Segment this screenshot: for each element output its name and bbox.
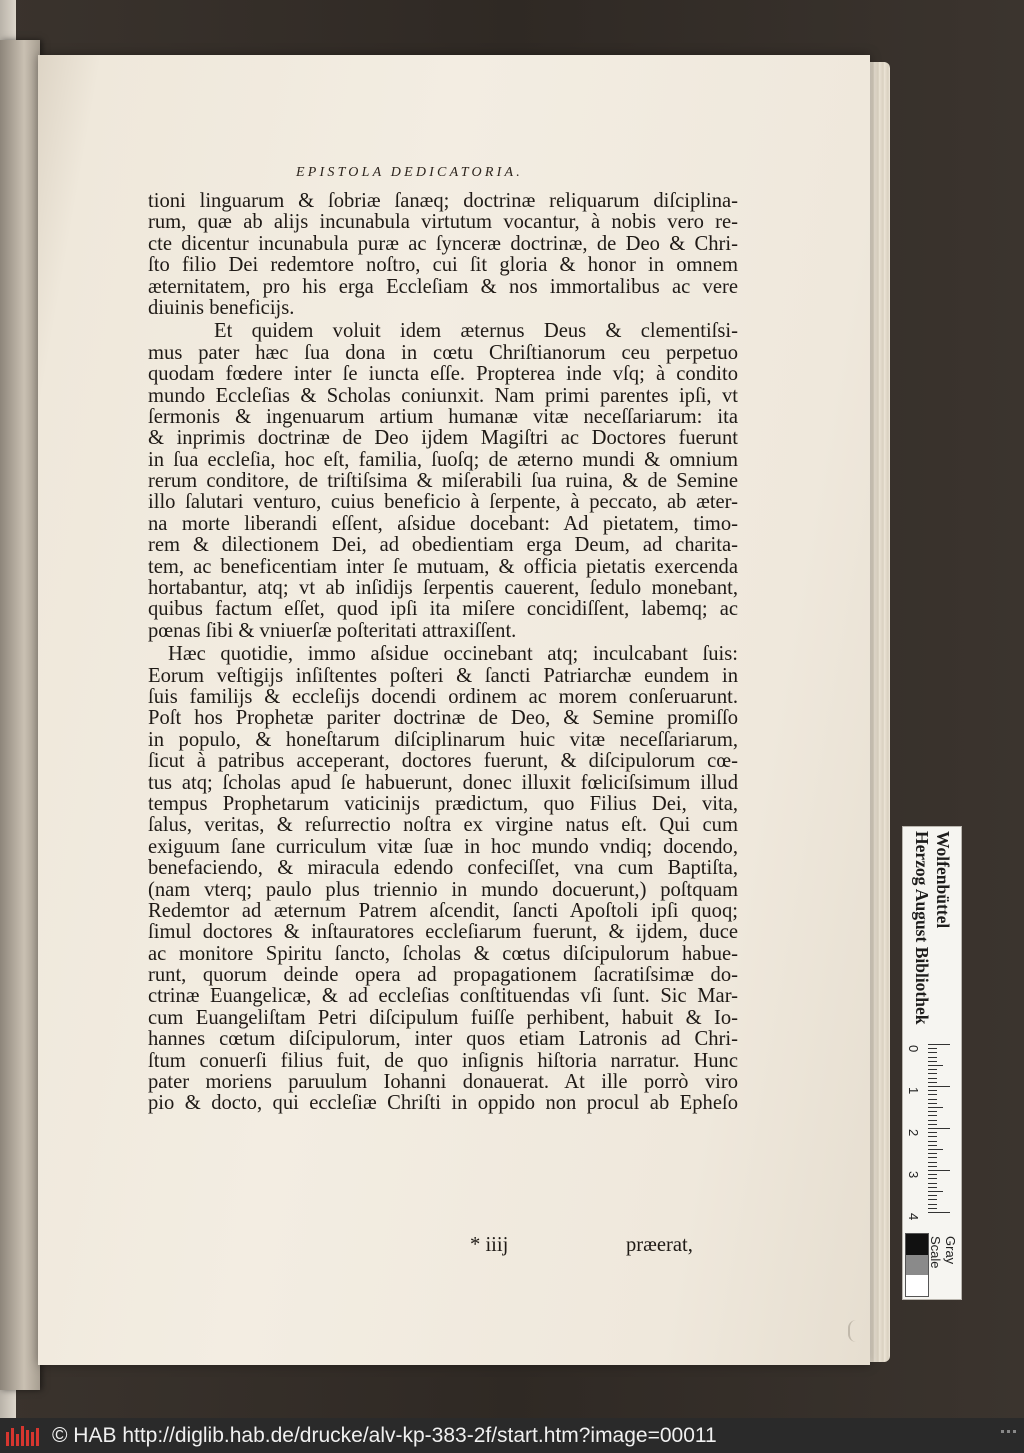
- text-line: cum Euangeliſtam Petri diſcipulum fuiſſe perhibent, habuit & Io-: [148, 1007, 738, 1029]
- ruler-tick: [928, 1115, 937, 1116]
- footer-bar: [0, 1418, 1024, 1453]
- ruler-tick: [928, 1141, 937, 1142]
- ruler-tick: [928, 1111, 937, 1112]
- ruler-tick: [928, 1212, 950, 1213]
- text-line: pater moriens paruulum Iohanni donauerat. At ille porrò viro: [148, 1072, 738, 1094]
- ruler-tick: [928, 1103, 937, 1104]
- logo-bar: [36, 1428, 39, 1446]
- text-line: ſtum conuerſi filius fuit, de quo inſignis hiſtoria narratur. Hunc: [148, 1050, 738, 1072]
- ruler-numbers: [902, 1045, 926, 1235]
- logo-bar: [31, 1432, 34, 1446]
- text-line: Poſt hos Prophetæ pariter doctrinæ de Deo, & Semine promiſſo: [148, 708, 738, 730]
- text-line: quibus factum eſſet, quod ipſi ita miſere concidiſſent, labemq; ac: [148, 599, 738, 621]
- text-line: hortabantur, atq; vt ab inſidijs ſerpentis cauerent, ſedulo monebant,: [148, 578, 738, 600]
- logo-bar: [6, 1432, 9, 1446]
- copyright-url[interactable]: © HAB http://diglib.hab.de/drucke/alv-kp-383-2f/start.htm?image=00011: [52, 1423, 717, 1447]
- text-line: cte dicentur incunabula puræ ac ſynceræ doctrinæ, de Deo & Chri-: [148, 233, 738, 255]
- gray-swatch: [906, 1255, 928, 1276]
- text-line: ſto filio Dei redemtore noſtro, cui ſit gloria & honor in omnem: [148, 255, 738, 277]
- ruler-tick: [928, 1086, 950, 1087]
- text-line: Et quidem voluit idem æternus Deus & clementiſsi-: [214, 321, 738, 343]
- text-line: quodam fœdere inter ſe iuncta eſſe. Propterea inde vſq; à condito: [148, 364, 738, 386]
- ruler-tick: [928, 1052, 937, 1053]
- text-line: in ſua eccleſia, hoc eſt, familia, ſuoſq; de æterno mundi & omnium: [148, 449, 738, 471]
- running-head: EPISTOLA DEDICATORIA.: [296, 165, 523, 180]
- text-line: mundo Eccleſias & Scholas coniunxit. Nam primi parentes ipſi, vt: [148, 385, 738, 407]
- text-line: (nam vterq; paulo plus triennio in mundo docuerunt,) poſtquam: [148, 879, 738, 901]
- gray-swatch: [906, 1275, 928, 1296]
- text-line: ſermonis & ingenuarum artium humanæ vitæ neceſſariarum: ita: [148, 406, 738, 428]
- text-line: Redemtor ad æternum Patrem aſcendit, ſancti Apoſtoli ipſi quoq;: [148, 900, 738, 922]
- ruler-tick: [928, 1166, 937, 1167]
- text-line: ctrinæ Euangelicæ, & ad eccleſias conſtituendas vſi ſunt. Sic Mar-: [148, 986, 738, 1008]
- ruler-tick: [928, 1178, 937, 1179]
- ruler-tick: [928, 1065, 943, 1066]
- ruler-tick: [928, 1149, 943, 1150]
- ruler-tick: [928, 1120, 937, 1121]
- text-line: Hæc quotidie, immo aſsidue occinebant atq; inculcabant ſuis:: [168, 644, 738, 666]
- previous-page-edge: [0, 40, 40, 1390]
- text-line: ſicut à patribus acceperant, doctores fuerunt, & diſcipulorum cœ-: [148, 751, 738, 773]
- ruler-ticks: [928, 1044, 954, 1216]
- ruler-tick: [928, 1099, 937, 1100]
- text-line: illo ſalutari venturo, cuius beneficio à ſerpente, à peccato, ab æter-: [148, 492, 738, 514]
- library-name: [911, 831, 953, 1071]
- ruler-tick: [928, 1174, 937, 1175]
- text-line: ac monitore Spiritu ſancto, ſcholas & cœtus diſcipulorum habue-: [148, 943, 738, 965]
- gray-scale-swatches: [905, 1233, 929, 1297]
- text-line: ſimul doctores & inſtauratores eccleſiarum fuerunt, & ijdem, duce: [148, 922, 738, 944]
- ruler-tick: [928, 1157, 937, 1158]
- catchword: præerat,: [626, 1234, 693, 1256]
- ruler-tick: [928, 1183, 937, 1184]
- text-line: diuinis beneficijs.: [148, 297, 295, 319]
- ruler-tick: [928, 1048, 937, 1049]
- ruler-tick: [928, 1191, 943, 1192]
- text-line: & inprimis doctrinæ de Deo ijdem Magiſtri ac Doctores fuerunt: [148, 428, 738, 450]
- ruler-tick: [928, 1162, 937, 1163]
- text-line: rem & dilectionem Dei, ad obedientiam erga Deum, ad charita-: [148, 535, 738, 557]
- ruler-tick: [928, 1145, 937, 1146]
- gray-scale-label: Gray Scale: [928, 1236, 958, 1269]
- ruler-tick: [928, 1107, 943, 1108]
- text-line: pio & docto, qui eccleſiæ Chriſti in oppido non procul ab Epheſo: [148, 1093, 738, 1115]
- text-line: tem, ac beneficentiam inter ſe mutuam, & officia pietatis exercenda: [148, 556, 738, 578]
- ruler-tick: [928, 1128, 950, 1129]
- text-line: tempus Prophetarum vaticinijs prædictum, quo Filius Dei, vita,: [148, 793, 738, 815]
- ruler-number: 1: [906, 1087, 921, 1095]
- ruler-tick: [928, 1199, 937, 1200]
- text-line: mus pater hæc ſua dona in cœtu Chriſtianorum ceu perpetuo: [148, 342, 738, 364]
- page-footer-marks: [148, 1234, 738, 1260]
- ruler-tick: [928, 1090, 937, 1091]
- text-line: tioni linguarum & ſobriæ ſanæq; doctrinæ reliquarum diſciplina-: [148, 191, 738, 212]
- ruler-tick: [928, 1132, 937, 1133]
- ruler-tick: [928, 1208, 937, 1209]
- text-line: benefaciendo, & miracula edendo confeciſſet, vna cum Baptiſta,: [148, 858, 738, 880]
- text-line: in populo, & honeſtarum diſciplinarum huic vitæ neceſſariarum,: [148, 729, 738, 751]
- ruler-tick: [928, 1094, 937, 1095]
- text-line: Eorum veſtigijs inſiſtentes poſteri & ſancti Patriarchæ eundem in: [148, 665, 738, 687]
- ruler-tick: [928, 1136, 937, 1137]
- ruler-tick: [928, 1204, 937, 1205]
- text-line: rum, quæ ab alijs incunabula virtutum vocantur, à nobis vero re-: [148, 212, 738, 234]
- logo-bar: [11, 1428, 14, 1446]
- ruler-tick: [928, 1078, 937, 1079]
- text-line: ſuis familijs & eccleſijs docendi ordinem ac morem conſeruarunt.: [148, 686, 738, 708]
- text-line: pœnas ſibi & vniuerſæ poſteritati attraxiſſent.: [148, 620, 517, 642]
- ruler-tick: [928, 1069, 937, 1070]
- library-name-line1: Herzog August Bibliothek: [912, 831, 932, 1025]
- text-line: na morte liberandi eſſent, aſsidue docebant: Ad pietatem, timo-: [148, 513, 738, 535]
- gray-swatch: [906, 1234, 928, 1255]
- hab-logo-icon: [6, 1426, 44, 1446]
- logo-bar: [21, 1426, 24, 1446]
- footer-dots-icon: [1001, 1430, 1016, 1433]
- text-line: exiguum ſane curriculum vitæ ſuæ in hoc mundo vndiq; docendo,: [148, 836, 738, 858]
- page-text-block: [148, 191, 738, 1115]
- library-name-line2: Wolfenbüttel: [933, 831, 953, 929]
- ruler-number: 3: [906, 1171, 921, 1179]
- ruler-tick: [928, 1170, 950, 1171]
- text-line: rerum conditore, de triſtiſsima & miſerabili ſua ruina, & de Semine: [148, 471, 738, 493]
- ruler-tick: [928, 1061, 937, 1062]
- ruler-number: 0: [906, 1045, 921, 1053]
- ruler-tick: [928, 1124, 937, 1125]
- text-line: æternitatem, pro his erga Eccleſiam & nos immortalibus ac vere: [148, 276, 738, 298]
- ruler-tick: [928, 1187, 937, 1188]
- ruler-number: 2: [906, 1129, 921, 1137]
- ruler-tick: [928, 1195, 937, 1196]
- signature-mark: * iiij: [470, 1234, 509, 1256]
- text-line: ſalus, veritas, & reſurrectio noſtra ex virgine natus eſt. Qui cum: [148, 815, 738, 837]
- page-corner-curl: [848, 1320, 864, 1342]
- ruler-tick: [928, 1057, 937, 1058]
- ruler-tick: [928, 1082, 937, 1083]
- text-line: runt, quorum deinde opera ad propagationem ſacratiſsimæ do-: [148, 965, 738, 987]
- ruler-tick: [928, 1044, 950, 1045]
- book-page: [38, 55, 870, 1365]
- logo-bar: [26, 1430, 29, 1446]
- text-line: tus atq; ſcholas apud ſe habuerunt, donec illuxit fœliciſsimum illud: [148, 772, 738, 794]
- logo-bar: [16, 1434, 19, 1446]
- ruler-tick: [928, 1153, 937, 1154]
- ruler-number: 4: [906, 1213, 921, 1221]
- ruler-tick: [928, 1073, 937, 1074]
- text-line: hannes cœtum diſcipulorum, inter quos etiam Latronis ad Chri-: [148, 1029, 738, 1051]
